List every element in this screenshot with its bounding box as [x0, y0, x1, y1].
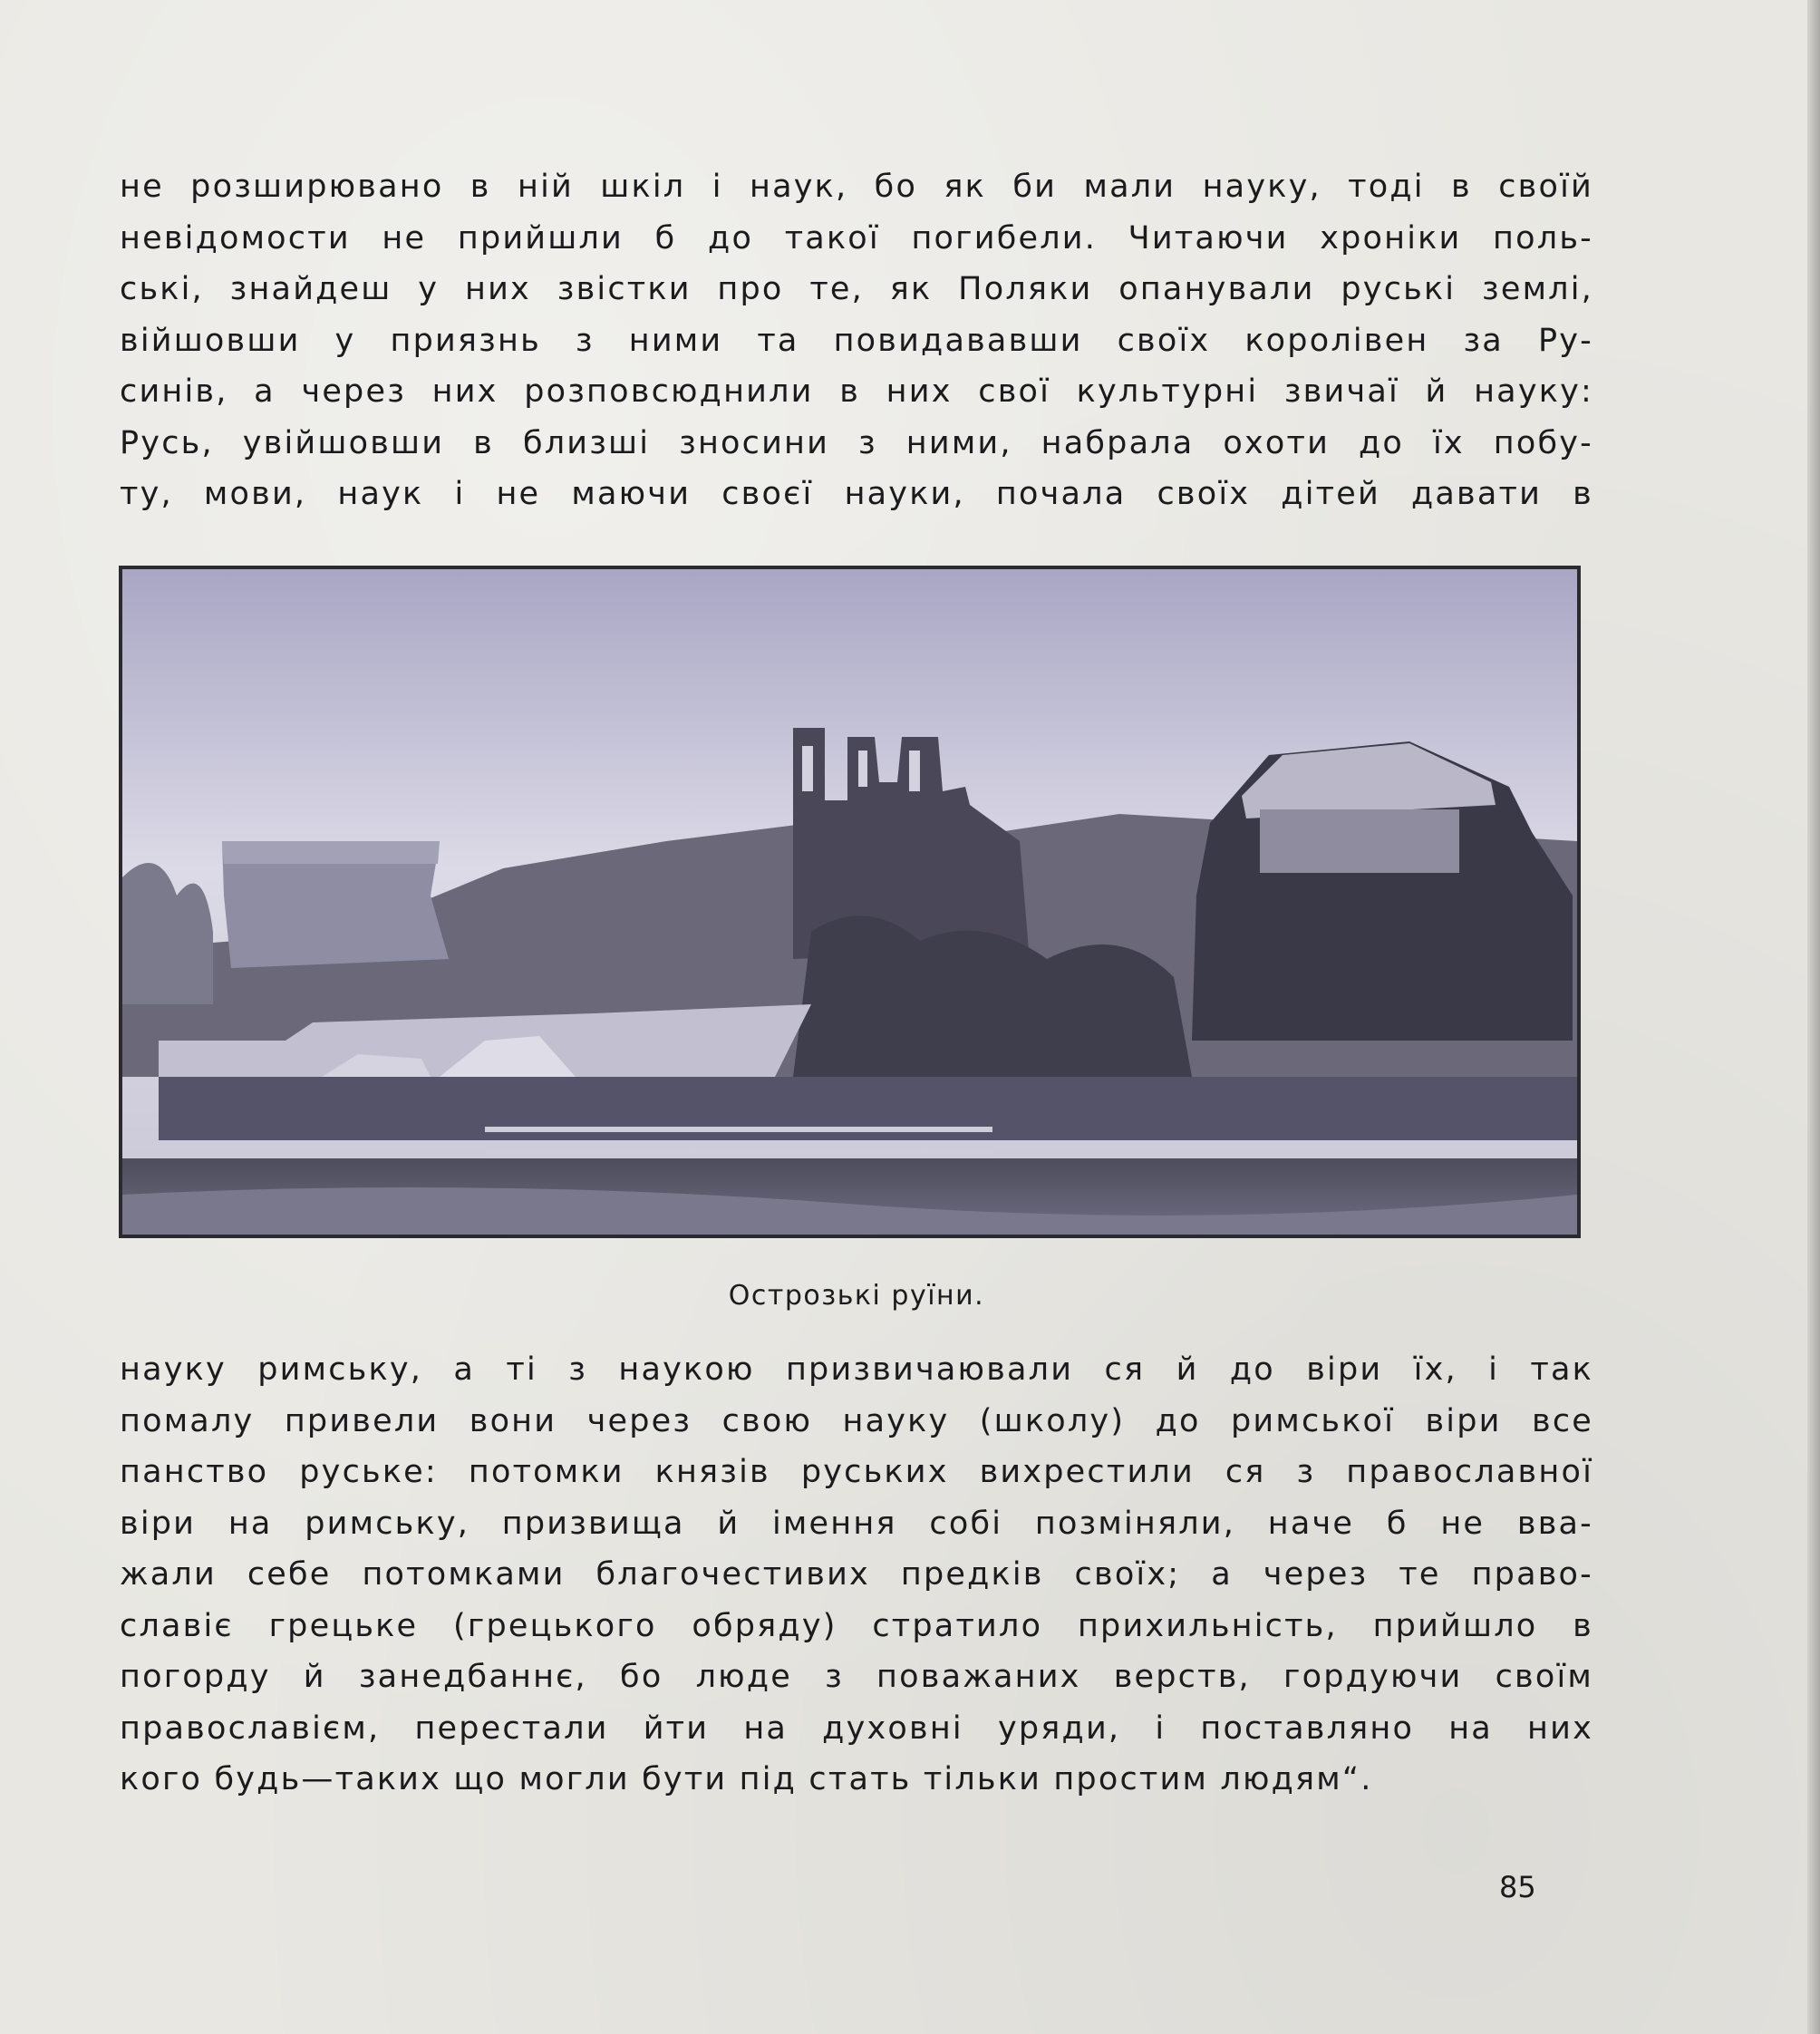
- text-line: погорду й занедбаннє, бо люде з поважаних верств, гордуючи своїм: [120, 1659, 1593, 1695]
- ruins-photo-illustration: [122, 569, 1577, 1235]
- text-line: кого будь—таких що могли бути під стать тільки простим людям“.: [120, 1761, 1373, 1797]
- text-line: синів, а через них розповсюднили в них свої культурні звичаї й науку:: [120, 373, 1593, 410]
- text-line: ські, знайдеш у них звістки про те, як Поляки опанували руські землі,: [120, 271, 1593, 307]
- text-line: жали себе потомками благочестивих предків своїх; а через те право-: [120, 1556, 1593, 1593]
- page-edge-shadow: [1807, 0, 1820, 2034]
- ruins-photograph: [119, 566, 1581, 1238]
- page-number: 85: [1499, 1870, 1536, 1904]
- text-line: не розширювано в ній шкіл і наук, бо як би мали науку, тоді в своїй: [120, 169, 1593, 205]
- text-line: панство руське: потомки князів руських вихрестили ся з православної: [120, 1454, 1593, 1490]
- text-line: віри на римську, призвища й імення собі позміняли, наче б не вва-: [120, 1505, 1593, 1542]
- text-line: православієм, перестали йти на духовні уряди, і поставляно на них: [120, 1710, 1593, 1747]
- text-line: науку римську, а ті з наукою призвичаювали ся й до віри їх, і так: [120, 1351, 1593, 1388]
- text-line: війшовши у приязнь з ними та повидававши своїх королівен за Ру-: [120, 322, 1593, 359]
- text-line: Русь, увійшовши в близші зносини з ними, набрала охоти до їх побу-: [120, 424, 1593, 461]
- text-line: невідомости не прийшли б до такої погибели. Читаючи хроніки поль-: [120, 219, 1593, 257]
- text-line: ту, мови, наук і не маючи своєї науки, почала своїх дітей давати в: [120, 476, 1593, 512]
- paragraph-top: [120, 161, 1593, 520]
- text-line: славіє грецьке (грецького обряду) стратило прихильність, прийшло в: [120, 1607, 1593, 1644]
- text-line: помалу привели вони через свою науку (школу) до римської віри все: [120, 1402, 1593, 1439]
- figure-caption: Острозькі руїни.: [728, 1280, 985, 1312]
- paragraph-bottom: [120, 1344, 1593, 1806]
